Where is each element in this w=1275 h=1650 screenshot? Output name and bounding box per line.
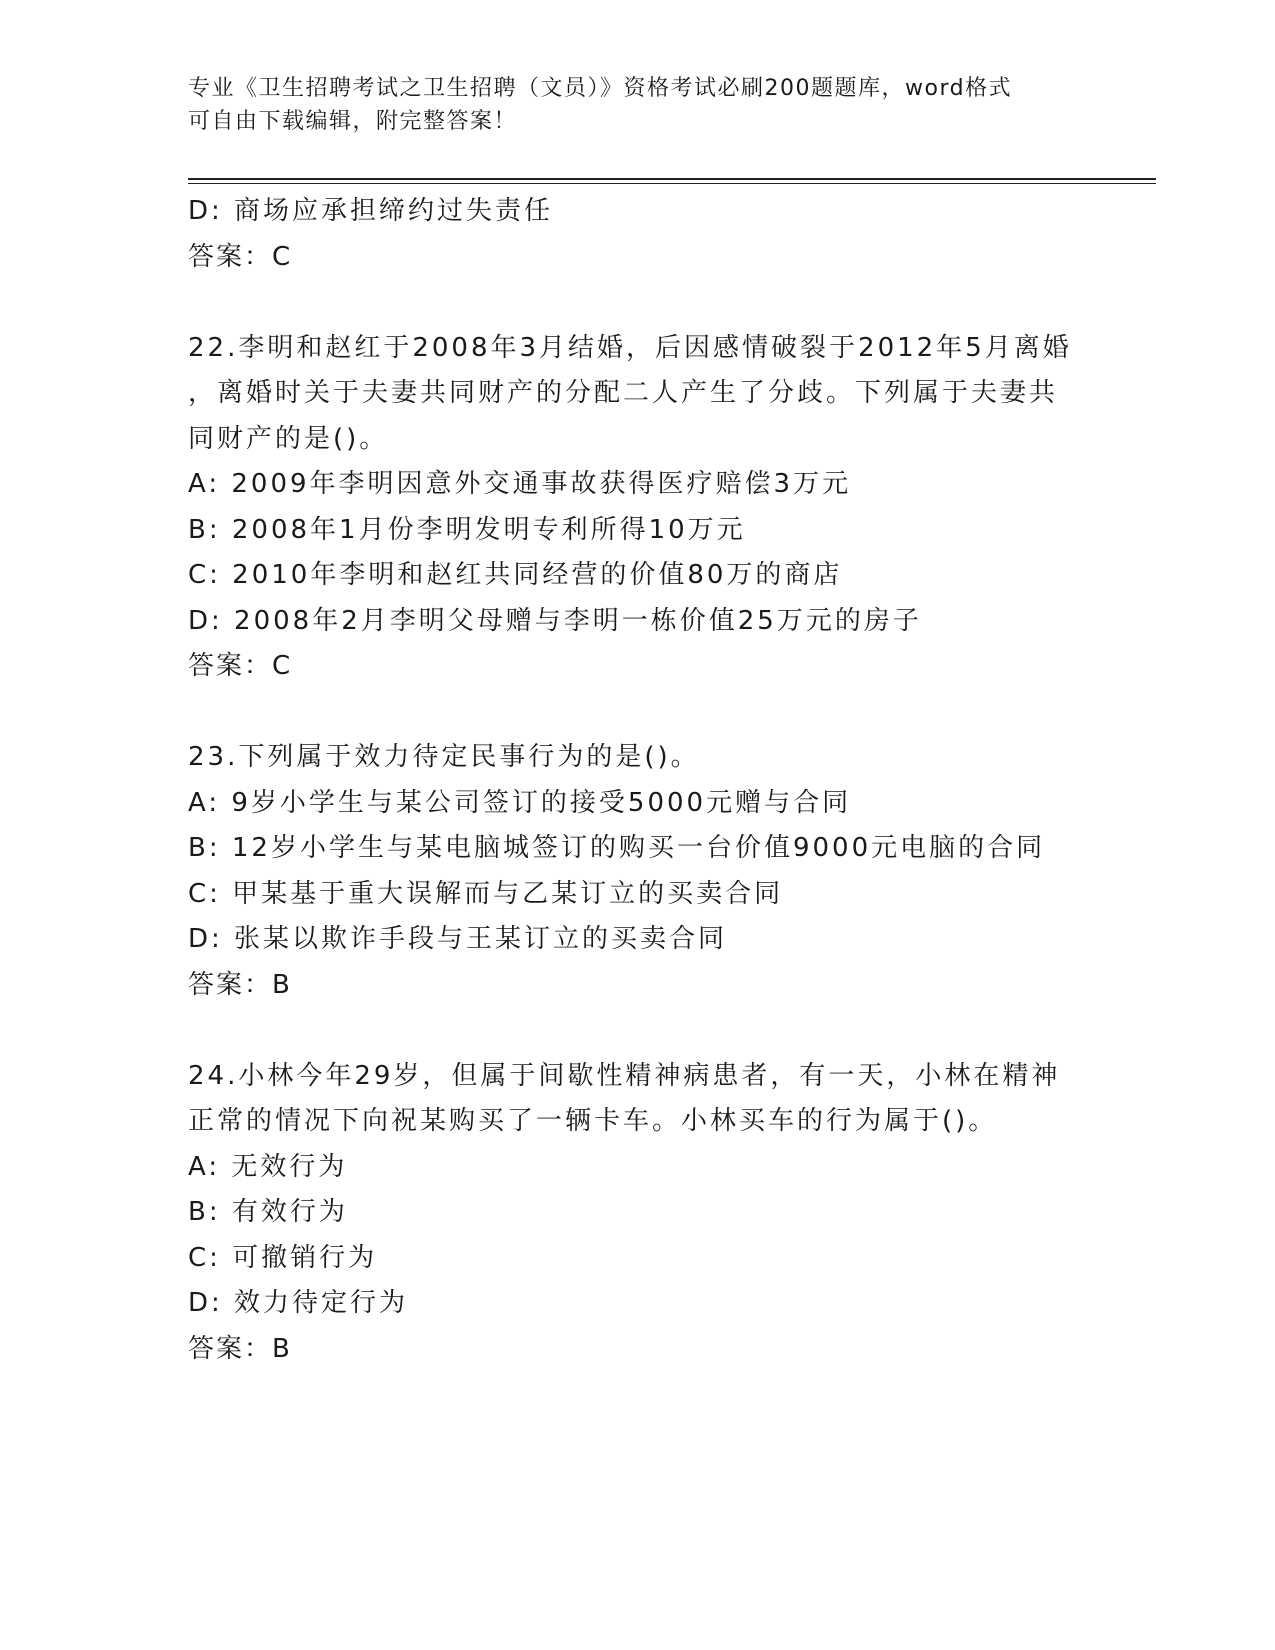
answer-line: 答案：B [188,1333,292,1364]
option-d: D: 商场应承担缔约过失责任 [188,196,554,226]
option-d: D: 2008年2月李明父母赠与李明一栋价值25万元的房子 [188,605,922,636]
document-body [188,189,1088,1372]
option-a: A: 无效行为 [188,1151,348,1182]
question-22 [188,326,1088,690]
question-stem-line: 22.李明和赵红于2008年3月结婚，后因感情破裂于2012年5月离婚 [188,332,1072,363]
option-b: B: 2008年1月份李明发明专利所得10万元 [188,514,746,545]
spacer [188,1008,1088,1054]
spacer [188,280,1088,326]
question-stem-line: 24.小林今年29岁，但属于间歇性精神病患者，有一天，小林在精神 [188,1060,1061,1091]
header-line-2: 可自由下载编辑，附完整答案！ [188,109,518,134]
option-c: C: 甲某基于重大误解而与乙某订立的买卖合同 [188,878,784,909]
option-d: D: 张某以欺诈手段与王某订立的买卖合同 [188,924,728,954]
option-c: C: 2010年李明和赵红共同经营的价值80万的商店 [188,560,843,590]
answer-line: 答案：C [188,241,293,272]
option-b: B: 12岁小学生与某电脑城签订的购买一台价值9000元电脑的合同 [188,833,1046,863]
question-24 [188,1054,1088,1373]
answer-line: 答案：C [188,651,293,681]
header-divider-thick [188,178,1156,180]
question-23 [188,735,1088,1008]
question-stem-line: 同财产的是()。 [188,423,389,454]
header-line-1: 专业《卫生招聘考试之卫生招聘（文员）》资格考试必刷200题题库，word格式 [188,76,1013,101]
question-stem-line: 正常的情况下向祝某购买了一辆卡车。小林买车的行为属于()。 [188,1106,998,1136]
option-a: A: 9岁小学生与某公司签订的接受5000元赠与合同 [188,787,852,818]
previous-question-tail [188,189,1088,280]
question-stem-line: 23.下列属于效力待定民事行为的是()。 [188,742,700,772]
header-divider-thin [188,183,1156,184]
option-b: B: 有效行为 [188,1197,348,1227]
page-header [188,72,1068,138]
option-d: D: 效力待定行为 [188,1288,409,1318]
option-a: A: 2009年李明因意外交通事故获得医疗赔偿3万元 [188,469,852,499]
question-stem-line: ，离婚时关于夫妻共同财产的分配二人产生了分歧。下列属于夫妻共 [188,378,1059,408]
option-c: C: 可撤销行为 [188,1242,378,1273]
answer-line: 答案：B [188,969,292,1000]
spacer [188,690,1088,736]
